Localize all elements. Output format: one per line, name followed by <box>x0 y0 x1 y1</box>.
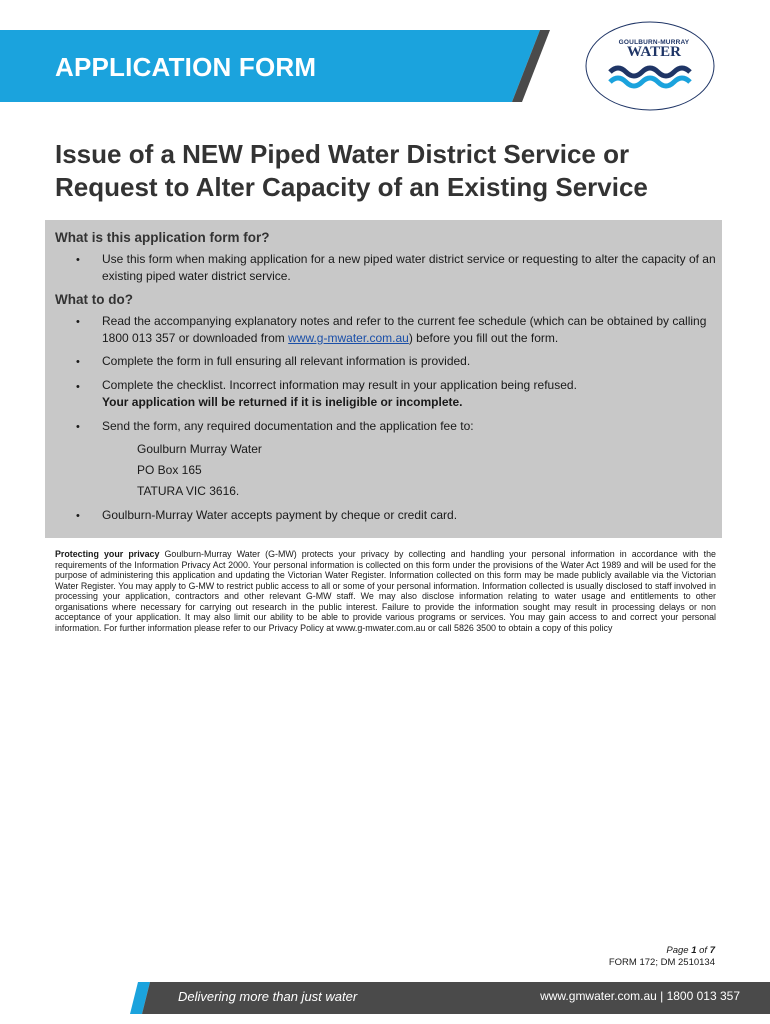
footer-tagline: Delivering more than just water <box>178 989 358 1004</box>
privacy-statement <box>55 549 716 633</box>
page-of: of <box>696 945 710 956</box>
bullet: • <box>76 421 80 433</box>
bullet: • <box>76 254 80 266</box>
item-send-form: Send the form, any required documentation and the application fee to: <box>102 419 474 433</box>
item-read-notes-text: Read the accompanying explanatory notes and refer to the current fee schedule (which can be obtained by calling 1800 013 357 or downloaded from <box>102 314 707 345</box>
address-line-2: PO Box 165 <box>137 463 202 477</box>
item-read-notes <box>102 313 720 347</box>
banner-title: APPLICATION FORM <box>55 52 317 82</box>
footer-contact: www.gmwater.com.au | 1800 013 357 <box>540 989 740 1003</box>
page-label: Page <box>666 945 692 956</box>
page-total: 7 <box>709 945 715 956</box>
logo-word: WATER <box>627 44 681 60</box>
heading-what-to-do: What to do? <box>55 292 133 307</box>
bullet: • <box>76 381 80 393</box>
page-number <box>609 945 715 957</box>
address-line-3: TATURA VIC 3616. <box>137 484 240 498</box>
page-current: 1 <box>691 945 697 956</box>
privacy-lead: Protecting your privacy <box>55 549 160 559</box>
page-info <box>609 945 715 969</box>
item-use-form: Use this form when making application for a new piped water district service or requesting to alter the capacity of an existing piped water district service. <box>102 252 716 283</box>
logo-top-text: GOULBURN-MURRAY <box>618 39 690 46</box>
bullet: • <box>76 316 80 328</box>
address-line-1: Goulburn Murray Water <box>137 442 262 456</box>
item-complete-form: Complete the form in full ensuring all relevant information is provided. <box>102 354 471 368</box>
item-checklist-text: Complete the checklist. Incorrect information may result in your application being refused. <box>102 378 577 392</box>
item-checklist <box>102 377 720 411</box>
title-line-2: Request to Alter Capacity of an Existing Service <box>55 172 648 202</box>
bullet: • <box>76 356 80 368</box>
gmw-logo <box>582 18 718 114</box>
item-payment: Goulburn-Murray Water accepts payment by cheque or credit card. <box>102 508 458 522</box>
page-title <box>55 138 735 204</box>
bullet: • <box>76 510 80 522</box>
item-checklist-warning: Your application will be returned if it is ineligible or incomplete. <box>102 395 463 409</box>
title-line-1: Issue of a NEW Piped Water District Service or <box>55 139 630 169</box>
heading-what-for: What is this application form for? <box>55 230 270 245</box>
form-reference: FORM 172; DM 2510134 <box>608 957 715 968</box>
privacy-text: Goulburn-Murray Water (G-MW) protects your privacy by collecting and handling your personal information in accordance with the requirements of the Information Privacy Act 2000. Your personal information is collected on this form under the provisions of the Water Act 1989 and will be used for the purpose of administering this application and updating the Victorian Water Register. Information collected on this form may be made publicly available via the Victorian Water Register. You may apply to G-MW to restrict public access to all or some of your personal information. Information collected is usually disclosed to staff involved in processing your application, contractors and other relevant G-MW staff. We may also disclose information relating to water usage and entitlements to other organisations where necessary for carrying out research in the public interest. Failure to provide the information sought may result in processing delays or non acceptance of your application. It may also limit our ability to be able to provide various programs or services. You may gain access to and correct your personal information. For further information please refer to our Privacy Policy at www.g-mwater.com.au or call 5826 3500 to obtain a copy of this policy <box>55 549 716 633</box>
website-link[interactable]: www.g-mwater.com.au <box>288 331 409 345</box>
item-read-notes-end: ) before you fill out the form. <box>408 331 559 345</box>
